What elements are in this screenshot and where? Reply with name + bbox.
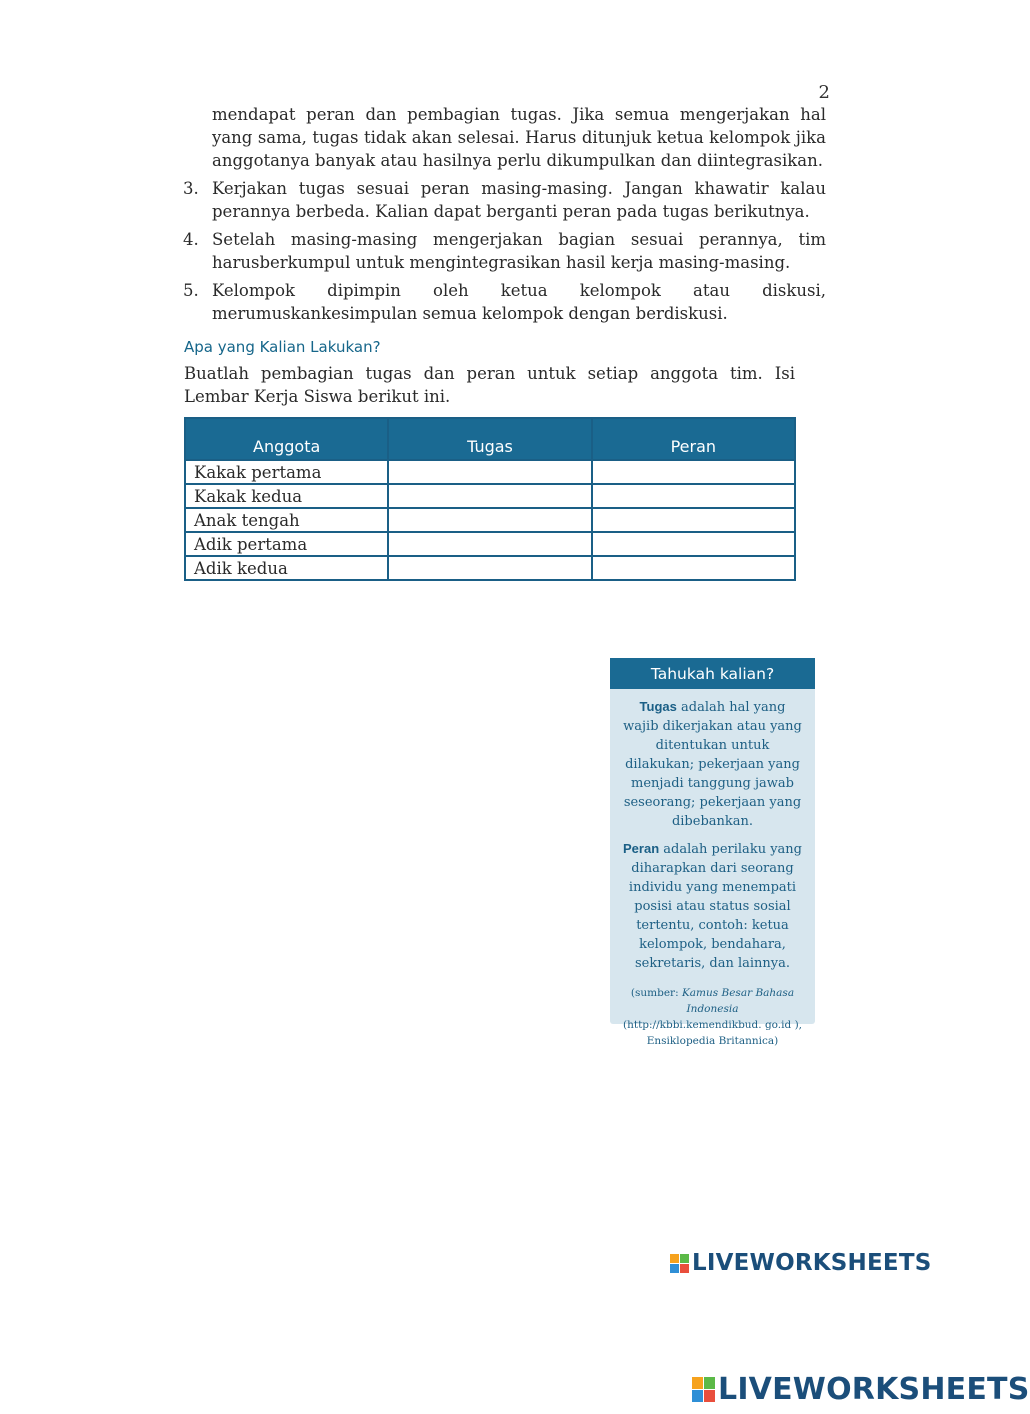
tugas-definition bbox=[623, 697, 803, 831]
cell-tugas[interactable] bbox=[388, 460, 591, 484]
cell-anggota: Kakak pertama bbox=[185, 460, 388, 484]
table-row bbox=[185, 556, 795, 580]
info-box-title: Tahukah kalian? bbox=[610, 658, 815, 689]
cell-tugas[interactable] bbox=[388, 484, 591, 508]
liveworksheets-logo-icon bbox=[670, 1254, 689, 1273]
cell-peran[interactable] bbox=[592, 556, 795, 580]
header-peran: Peran bbox=[592, 418, 795, 460]
source-prefix: (sumber: bbox=[630, 987, 682, 999]
table-row bbox=[185, 532, 795, 556]
peran-term: Peran bbox=[623, 841, 660, 856]
table-header-row bbox=[185, 418, 795, 460]
cell-anggota: Kakak kedua bbox=[185, 484, 388, 508]
step-text: Kerjakan tugas sesuai peran masing-masing. Jangan khawatir kalau perannya berbeda. Kalian dapat berganti peran pada tugas berikutnya. bbox=[212, 179, 826, 221]
step-number: 4. bbox=[183, 230, 199, 249]
liveworksheets-footer-logo bbox=[692, 1372, 1030, 1407]
step-text: Kelompok dipimpin oleh ketua kelompok atau diskusi, merumuskankesimpulan semua kelompok dengan berdiskusi. bbox=[212, 281, 826, 323]
liveworksheets-watermark bbox=[670, 1250, 931, 1276]
cell-tugas[interactable] bbox=[388, 532, 591, 556]
step-text: Setelah masing-masing mengerjakan bagian sesuai perannya, tim harusberkumpul untuk mengintegrasikan hasil kerja masing-masing. bbox=[212, 230, 826, 272]
cell-tugas[interactable] bbox=[388, 508, 591, 532]
continuation-paragraph: mendapat peran dan pembagian tugas. Jika semua mengerjakan hal yang sama, tugas tidak akan selesai. Harus ditunjuk ketua kelompok jika anggotanya banyak atau hasilnya perlu dikumpulkan dan diintegrasikan. bbox=[212, 105, 826, 170]
tugas-definition-text: adalah hal yang wajib dikerjakan atau yang ditentukan untuk dilakukan; pekerjaan yang menjadi tanggung jawab seseorang; pekerjaan yang dibebankan. bbox=[623, 700, 802, 829]
brand-name: LIVEWORKSHEETS bbox=[692, 1250, 932, 1276]
peran-definition-text: adalah perilaku yang diharapkan dari seorang individu yang menempati posisi atau status sosial tertentu, contoh: ketua kelompok, bendahara, sekretaris, dan lainnya. bbox=[628, 842, 802, 971]
step-number: 3. bbox=[183, 179, 199, 198]
table-row bbox=[185, 508, 795, 532]
step-item bbox=[183, 279, 826, 325]
info-box bbox=[610, 658, 815, 1047]
section-heading: Apa yang Kalian Lakukan? bbox=[184, 338, 381, 356]
step-item bbox=[183, 177, 826, 223]
cell-peran[interactable] bbox=[592, 508, 795, 532]
worksheet-table bbox=[184, 417, 796, 581]
section-intro: Buatlah pembagian tugas dan peran untuk setiap anggota tim. Isi Lembar Kerja Siswa berikut ini. bbox=[184, 364, 795, 406]
table-row bbox=[185, 484, 795, 508]
source-rest: (http://kbbi.kemendikbud. go.id ), Ensiklopedia Britannica) bbox=[622, 1019, 802, 1047]
cell-anggota: Adik kedua bbox=[185, 556, 388, 580]
cell-peran[interactable] bbox=[592, 532, 795, 556]
cell-tugas[interactable] bbox=[388, 556, 591, 580]
cell-peran[interactable] bbox=[592, 484, 795, 508]
peran-definition bbox=[623, 839, 803, 973]
brand-name: LIVEWORKSHEETS bbox=[718, 1372, 1030, 1407]
cell-anggota: Adik pertama bbox=[185, 532, 388, 556]
source-title: Kamus Besar Bahasa Indonesia bbox=[681, 987, 795, 1015]
header-tugas: Tugas bbox=[388, 418, 591, 460]
header-anggota: Anggota bbox=[185, 418, 388, 460]
page-number: 2 bbox=[818, 82, 830, 103]
table-row bbox=[185, 460, 795, 484]
liveworksheets-logo-icon bbox=[692, 1377, 715, 1402]
step-number: 5. bbox=[183, 281, 199, 300]
source-citation bbox=[620, 985, 805, 1049]
cell-peran[interactable] bbox=[592, 460, 795, 484]
step-item bbox=[183, 228, 826, 274]
tugas-term: Tugas bbox=[639, 699, 677, 714]
cell-anggota: Anak tengah bbox=[185, 508, 388, 532]
